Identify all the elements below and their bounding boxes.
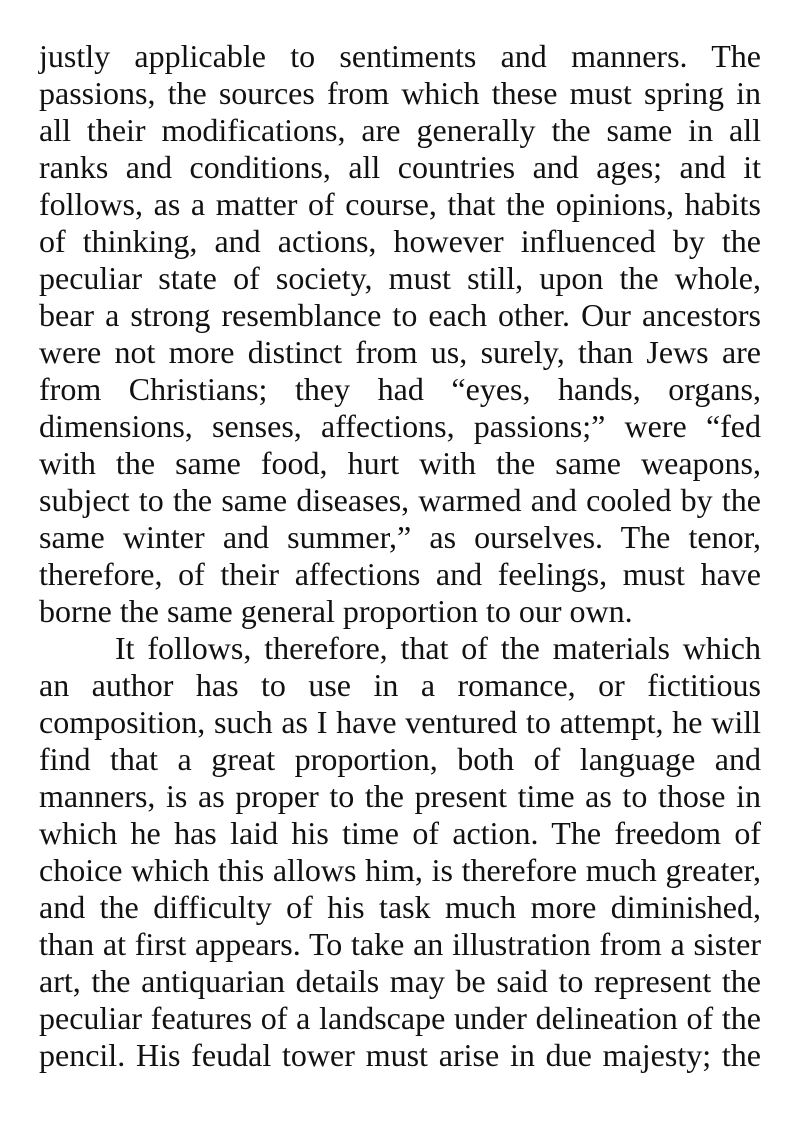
text-line: peculiar features of a landscape under delineation of the xyxy=(39,1000,761,1036)
text-line: and the difficulty of his task much more diminished, xyxy=(39,889,761,925)
text-line: manners, is as proper to the present time as to those in xyxy=(39,778,761,814)
text-line: were not more distinct from us, surely, than Jews are xyxy=(39,334,761,370)
text-line: from Christians; they had “eyes, hands, organs, xyxy=(39,371,761,407)
text-line: an author has to use in a romance, or fictitious xyxy=(39,667,761,703)
text-line: pencil. His feudal tower must arise in due majesty; the xyxy=(39,1037,761,1073)
text-line: than at first appears. To take an illustration from a sister xyxy=(39,926,761,962)
text-line: of thinking, and actions, however influenced by the xyxy=(39,223,761,259)
text-line: justly applicable to sentiments and manners. The xyxy=(39,38,761,74)
text-line: peculiar state of society, must still, upon the whole, xyxy=(39,260,761,296)
text-line: composition, such as I have ventured to attempt, he will xyxy=(39,704,761,740)
text-line: find that a great proportion, both of language and xyxy=(39,741,761,777)
document-page xyxy=(39,38,761,1074)
text-line: therefore, of their affections and feelings, must have xyxy=(39,556,761,592)
text-line: all their modifications, are generally the same in all xyxy=(39,112,761,148)
text-line: choice which this allows him, is therefore much greater, xyxy=(39,852,761,888)
paragraph-1 xyxy=(39,38,761,630)
text-line: passions, the sources from which these must spring in xyxy=(39,75,761,111)
text-line: ranks and conditions, all countries and ages; and it xyxy=(39,149,761,185)
text-line: with the same food, hurt with the same weapons, xyxy=(39,445,761,481)
text-line: borne the same general proportion to our own. xyxy=(39,593,633,629)
text-line: same winter and summer,” as ourselves. The tenor, xyxy=(39,519,761,555)
text-line: follows, as a matter of course, that the opinions, habits xyxy=(39,186,761,222)
text-line: which he has laid his time of action. The freedom of xyxy=(39,815,761,851)
paragraph-2 xyxy=(39,630,761,1074)
text-line: dimensions, senses, affections, passions;” were “fed xyxy=(39,408,761,444)
text-line: subject to the same diseases, warmed and cooled by the xyxy=(39,482,761,518)
text-line: bear a strong resemblance to each other. Our ancestors xyxy=(39,297,761,333)
text-line: art, the antiquarian details may be said to represent the xyxy=(39,963,761,999)
text-line: It follows, therefore, that of the materials which xyxy=(115,630,761,666)
